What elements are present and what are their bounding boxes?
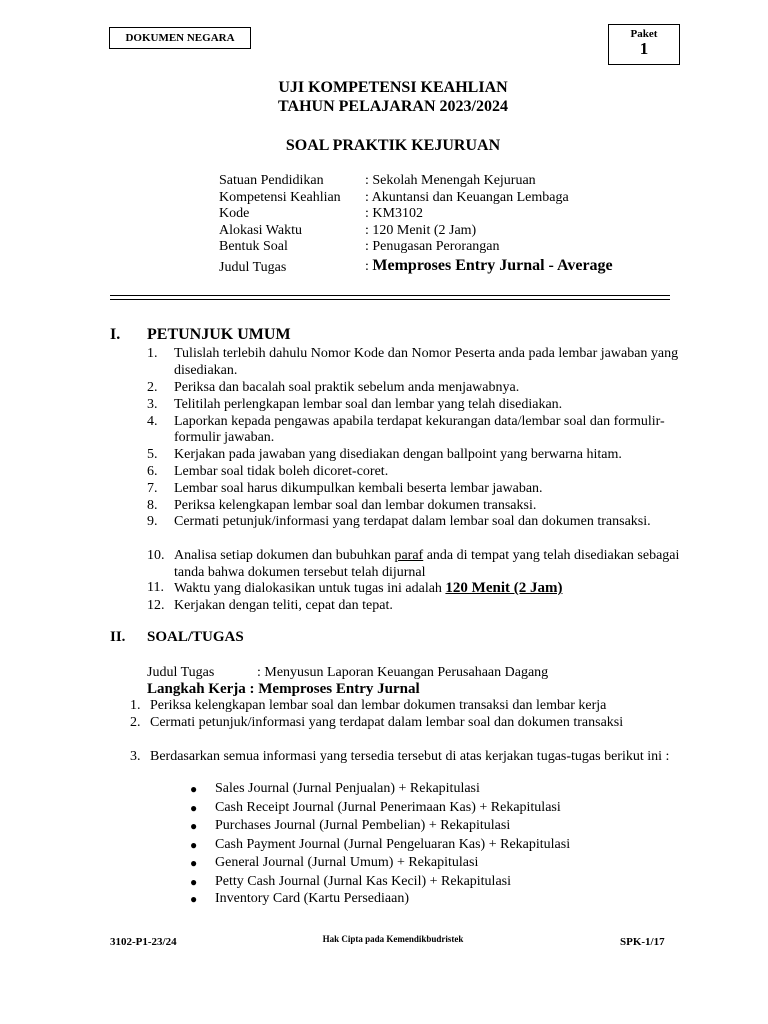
task-title-key: Judul Tugas [147, 665, 215, 680]
item-number: 5. [147, 447, 158, 463]
meta-key: Judul Tugas [219, 260, 287, 275]
section-title: SOAL/TUGAS [147, 629, 244, 645]
bullet-dot: ● [190, 837, 198, 852]
item-text: Tulislah terlebih dahulu Nomor Kode dan Nomor Peserta anda pada lembar jawaban yang disediakan. [174, 346, 679, 378]
work-steps-heading: Langkah Kerja : Memproses Entry Jurnal [147, 681, 420, 697]
item-text: Cermati petunjuk/informasi yang terdapat dalam lembar soal dan dokumen transaksi. [174, 514, 651, 530]
item-number: 9. [147, 514, 158, 530]
footer-code: 3102-P1-23/24 [110, 936, 177, 948]
item-text: Waktu yang dialokasikan untuk tugas ini adalah 120 Menit (2 Jam) [174, 580, 563, 596]
bullet-text: Purchases Journal (Jurnal Pembelian) + Rekapitulasi [215, 818, 511, 833]
paket-box [608, 24, 680, 65]
item-text: Periksa kelengkapan lembar soal dan lembar dokumen transaksi. [174, 497, 537, 513]
bullet-dot: ● [190, 874, 198, 889]
item-number: 12. [147, 598, 165, 613]
paraf-underlined: paraf [394, 548, 424, 563]
item-text: Berdasarkan semua informasi yang tersedia tersebut di atas kerjakan tugas-tugas berikut ini : [150, 749, 670, 764]
item-number: 4. [147, 413, 158, 429]
title-line-1: UJI KOMPETENSI KEAHLIAN [278, 79, 508, 96]
item-number: 6. [147, 464, 158, 479]
footer-copyright: Hak Cipta pada Kemendikbudristek [322, 934, 464, 944]
item-number: 8. [147, 497, 158, 513]
meta-key: Kompetensi Keahlian [219, 189, 341, 205]
bullet-dot: ● [190, 800, 198, 815]
title-line-2: TAHUN PELAJARAN 2023/2024 [278, 98, 508, 115]
paket-label: Paket [630, 28, 658, 40]
meta-key: Satuan Pendidikan [219, 173, 324, 188]
bullet-text: Inventory Card (Kartu Persediaan) [215, 891, 409, 906]
meta-value: : KM3102 [365, 206, 423, 222]
bullet-dot: ● [190, 892, 198, 906]
time-allocation-emphasis: 120 Menit (2 Jam) [445, 580, 563, 596]
meta-value: : 120 Menit (2 Jam) [365, 222, 477, 238]
bullet-dot: ● [190, 782, 198, 796]
item-text: Periksa kelengkapan lembar soal dan lembar dokumen transaksi dan lembar kerja [150, 698, 607, 713]
item-text: Cermati petunjuk/informasi yang terdapat dalam lembar soal dan dokumen transaksi [150, 715, 624, 730]
divider [110, 299, 670, 300]
item-text: Kerjakan dengan teliti, cepat dan tepat. [174, 598, 393, 613]
meta-value: : Penugasan Perorangan [365, 239, 500, 255]
item-text: Periksa dan bacalah soal praktik sebelum anda menjawabnya. [174, 380, 520, 395]
section-number: I. [110, 326, 121, 343]
bullet-dot: ● [190, 819, 198, 833]
bullet-text: Cash Receipt Journal (Jurnal Penerimaan Kas) + Rekapitulasi [215, 799, 561, 815]
document-label: DOKUMEN NEGARA [109, 27, 251, 49]
item-number: 2. [130, 715, 141, 730]
meta-value: : Sekolah Menengah Kejuruan [365, 173, 536, 188]
divider [110, 295, 670, 296]
meta-value: : Akuntansi dan Keuangan Lembaga [365, 189, 569, 205]
bullet-dot: ● [190, 856, 198, 870]
item-number: 11. [147, 580, 164, 595]
bullet-text: Cash Payment Journal (Jurnal Pengeluaran Kas) + Rekapitulasi [215, 836, 571, 852]
item-text: Kerjakan pada jawaban yang disediakan dengan ballpoint yang berwarna hitam. [174, 447, 622, 463]
item-text: Laporkan kepada pengawas apabila terdapat kekurangan data/lembar soal dan formulir-formulir jawaban. [174, 413, 665, 446]
paket-number: 1 [639, 39, 649, 58]
item-number: 10. [147, 548, 165, 563]
task-title-value: : Menyusun Laporan Keuangan Perusahaan Dagang [257, 665, 549, 680]
meta-key: Alokasi Waktu [219, 222, 302, 238]
meta-key: Kode [219, 206, 250, 222]
item-number: 3. [130, 749, 141, 764]
meta-key: Bentuk Soal [219, 239, 288, 255]
section-number: II. [110, 629, 126, 645]
item-text: Lembar soal tidak boleh dicoret-coret. [174, 464, 389, 479]
item-text: Lembar soal harus dikumpulkan kembali beserta lembar jawaban. [174, 480, 543, 496]
meta-value [365, 258, 613, 276]
bullet-text: General Journal (Jurnal Umum) + Rekapitulasi [215, 855, 479, 870]
section-title: PETUNJUK UMUM [147, 326, 291, 343]
judul-colon: : [365, 259, 373, 274]
bullet-text: Petty Cash Journal (Jurnal Kas Kecil) + Rekapitulasi [215, 873, 512, 889]
judul-value: Memproses Entry Jurnal - Average [372, 257, 613, 274]
item-number: 7. [147, 480, 158, 496]
item-number: 1. [147, 346, 158, 361]
footer-page: SPK-1/17 [620, 936, 665, 948]
item-text: Analisa setiap dokumen dan bubuhkan paraf anda di tempat yang telah disediakan sebagai tanda bahwa dokumen tersebut telah dijurnal [174, 548, 680, 580]
item-number: 3. [147, 396, 158, 412]
title-line-3: SOAL PRAKTIK KEJURUAN [285, 137, 501, 154]
item-number: 2. [147, 380, 158, 395]
item-text: Telitilah perlengkapan lembar soal dan lembar yang telah disediakan. [174, 396, 563, 412]
bullet-text: Sales Journal (Jurnal Penjualan) + Rekapitulasi [215, 781, 480, 796]
item-number: 1. [130, 698, 141, 713]
